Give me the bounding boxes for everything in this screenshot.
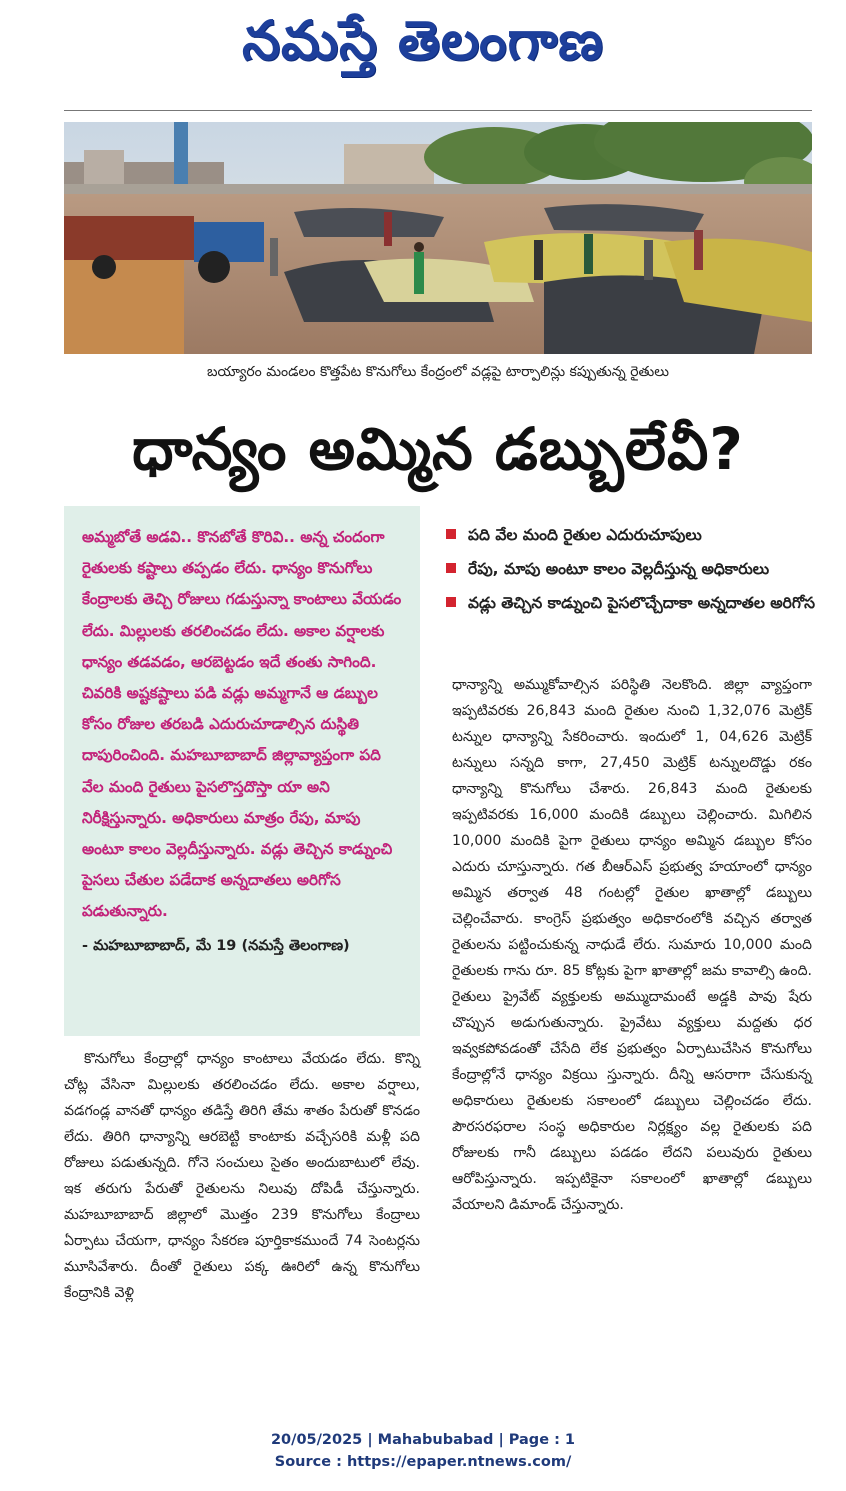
headline: ధాన్యం అమ్మిన డబ్బులేవీ? [132, 415, 744, 483]
footer-source-link[interactable]: Source : https://epaper.ntnews.com/ [274, 1454, 572, 1470]
article-body-left [64, 1046, 420, 1306]
masthead-title: నమస్తే తెలంగాణ [242, 9, 604, 72]
photo-illustration [64, 122, 812, 354]
paddy-market-photo [64, 122, 812, 354]
article-paragraph: ధాన్యాన్ని అమ్ముకోవాల్సిన పరిస్థితి నెలకొంది. జిల్లా వ్యాప్తంగా ఇప్పటివరకు 26,843 మంది రైతుల నుంచి 1,32,076 మెట్రిక్ టన్నుల ధాన్యాన్ని సేకరించారు. ఇందులో 1, 04,626 మెట్రిక్ టన్నులు సన్నది కాగా, 27,450 మెట్రిక్ టన్నులదొడ్డు రకం ధాన్యాన్ని కొనుగోలు చేశారు. 26,843 మంది రైతులకు ఇప్పటివరకు 16,000 మందికి డబ్బులు చెల్లించారు. మిగిలిన 10,000 మందికి పైగా రైతులు ధాన్యం అమ్మిన డబ్బుల కోసం ఎదురు చూస్తున్నారు. గత బీఆర్ఎస్ ప్రభుత్వ హయాంలో ధాన్యం అమ్మిన తర్వాత 48 గంటల్లో రైతుల ఖాతాల్లో డబ్బులు చెల్లించేవారు. కాంగ్రెస్ ప్రభుత్వం అధికారంలోకి వచ్చిన తర్వాత రైతులను పట్టించుకున్న నాధుడే లేరు. సుమారు 10,000 మంది రైతులకు గాను రూ. 85 కోట్లకు పైగా ఖాతాల్లో జమ కావాల్సి ఉంది. రైతులు ప్రైవేట్ వ్యక్తులకు అమ్ముదామంటే అడ్డకి పావు షేరు చొప్పున అడుగుతున్నారు. ప్రైవేటు వ్యక్తులు మద్దతు ధర ఇవ్వకపోవడంతో చేసేది లేక ప్రభుత్వం ఏర్పాటుచేసిన కొనుగోలు కేంద్రాల్లోనే ధాన్యం విక్రయి స్తున్నారు. దీన్ని ఆసరాగా చేసుకున్న అధికారులు రైతులకు సకాలంలో డబ్బులు చెల్లించడం లేదు. పౌరసరఫరాల సంస్థ అధికారుల నిర్లక్ష్యం వల్ల రైతులకు పది రోజులకు గానీ డబ్బులు పడడం లేదని పలువురు రైతులు ఆరోపిస్తున్నారు. ఇప్పటికైనా సకాలంలో ఖాతాల్లో డబ్బులు వేయాలని డిమాండ్ చేస్తున్నారు. [452, 677, 812, 1213]
red-square-icon [446, 597, 456, 607]
article-body-right [452, 672, 812, 1218]
highlight-text: అమ్మబోతే అడవి.. కొనబోతే కొరివి.. అన్న చందంగా రైతులకు కష్టాలు తప్పడం లేదు. ధాన్యం కొనుగోలు కేంద్రాలకు తెచ్చి రోజులు గడుస్తున్నా కాంటాలు వేయడం లేదు. మిల్లులకు తరలించడం లేదు. అకాల వర్షాలకు ధాన్యం తడవడం, ఆరబెట్టడం ఇదే తంతు సాగింది. చివరికి అష్టకష్టాలు పడి వడ్లు అమ్మగానే ఆ డబ్బుల కోసం రోజుల తరబడి ఎదురుచూడాల్సిన దుస్థితి దాపురించింది. మహబూబాబాద్ జిల్లావ్యాప్తంగా పది వేల మంది రైతులు పైసలొస్తదొస్తా యా అని నిరీక్షిస్తున్నారు. అధికారులు మాత్రం రేపు, మాపు అంటూ కాలం వెల్లదీస్తున్నారు. వడ్లు తెచ్చిన కాడ్నుంచి పైసలు చేతుల పడేదాక అన్నదాతలు అరిగోస పడుతున్నారు. [82, 528, 402, 921]
dateline: - మహబూబాబాద్, మే 19 (నమస్తే తెలంగాణ) [82, 937, 350, 954]
key-point [446, 552, 818, 586]
article-paragraph: కొనుగోలు కేంద్రాల్లో ధాన్యం కాంటాలు వేయడం లేదు. కొన్ని చోట్ల వేసినా మిల్లులకు తరలించడం లేదు. అకాల వర్షాలు, వడగండ్ల వానతో ధాన్యం తడిస్తే తిరిగి తేమ శాతం పేరుతో కొనడం లేదు. తిరిగి ధాన్యాన్ని ఆరబెట్టి కాంటాకు వచ్చేసరికి మళ్లీ పది రోజులు పడుతున్నది. గోనె సంచులు సైతం అందుబాటులో లేవు. ఇక తరుగు పేరుతో రైతులను నిలువు దోపిడీ చేస్తున్నారు. మహబూబాబాద్ జిల్లాలో మొత్తం 239 కొనుగోలు కేంద్రాలు ఏర్పాటు చేయగా, ధాన్యం సేకరణ పూర్తికాకముందే 74 సెంటర్లను మూసివేశారు. దీంతో రైతులు పక్క ఊరిలో ఉన్న కొనుగోలు కేంద్రానికి వెళ్లి [64, 1051, 420, 1301]
footer-date-page: 20/05/2025 | Mahabubabad | Page : 1 [270, 1432, 576, 1448]
key-point-text: రేపు, మాపు అంటూ కాలం వెల్లదీస్తున్న అధికారులు [468, 560, 770, 578]
masthead-divider [64, 110, 812, 111]
red-square-icon [446, 529, 456, 539]
key-points [446, 518, 818, 620]
key-point-text: వడ్లు తెచ్చిన కాడ్నుంచి పైసలొచ్చేదాకా అన్నదాతల అరిగోస [468, 594, 816, 612]
key-point [446, 518, 818, 552]
highlight-box [64, 506, 420, 1036]
photo-caption: బయ్యారం మండలం కొత్తపేట కొనుగోలు కేంద్రంలో వడ్లపై టార్పాలిన్లు కప్పుతున్న రైతులు [206, 364, 670, 380]
key-point [446, 586, 818, 620]
key-point-text: పది వేల మంది రైతుల ఎదురుచూపులు [468, 526, 702, 544]
red-square-icon [446, 563, 456, 573]
